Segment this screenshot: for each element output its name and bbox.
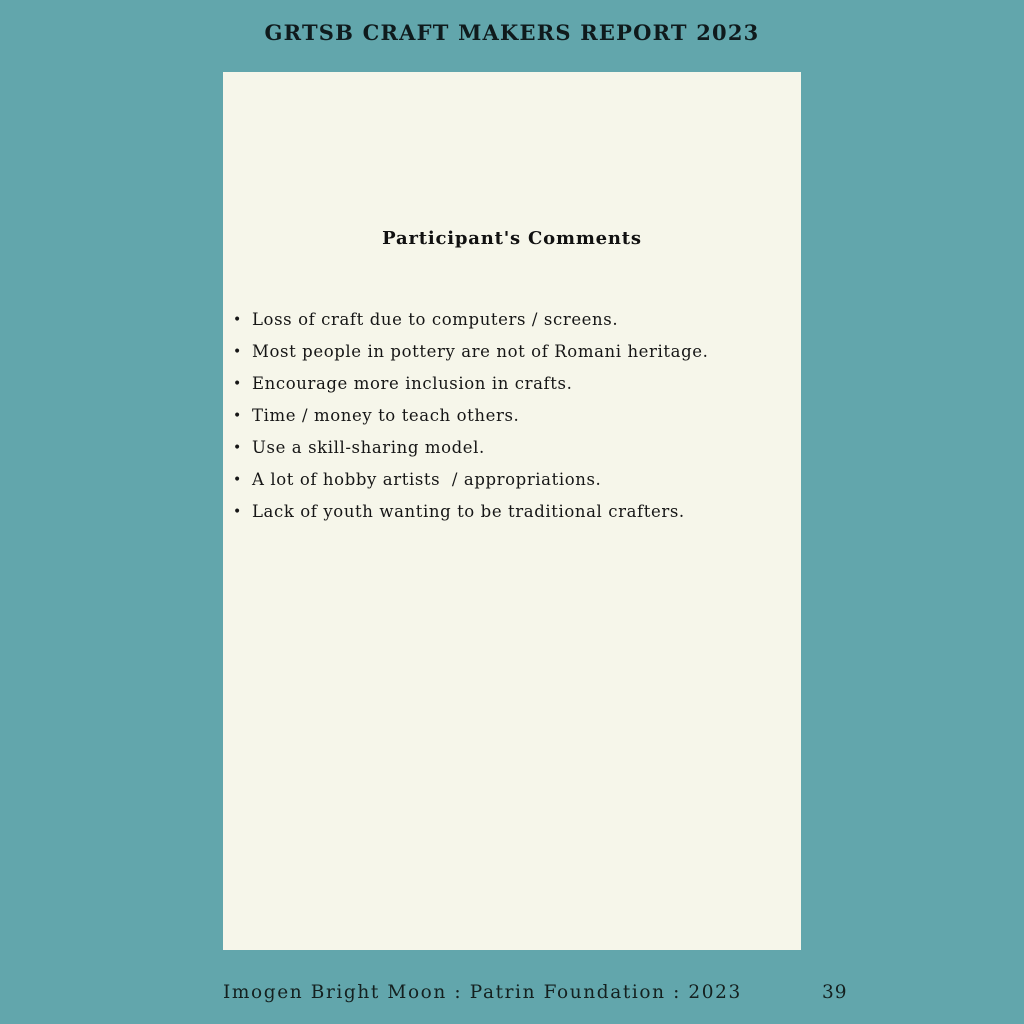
list-item [233,468,793,500]
comment-text: Use a skill-sharing model. [252,438,485,457]
bullet-dot-icon: • [233,408,242,424]
bullet-dot-icon: • [233,440,242,456]
comment-text: Lack of youth wanting to be traditional crafters. [252,502,685,521]
bullet-dot-icon: • [233,376,242,392]
list-item [233,308,793,340]
comment-text: Loss of craft due to computers / screens. [252,310,619,329]
comment-text: Time / money to teach others. [252,406,520,425]
bullet-dot-icon: • [233,344,242,360]
footer-credit: Imogen Bright Moon : Patrin Foundation : 2023 [223,982,742,1003]
comment-text: A lot of hobby artists / appropriations. [252,470,602,489]
bullet-dot-icon: • [233,312,242,328]
section-title: Participant's Comments [382,228,642,249]
list-item [233,436,793,468]
list-item [233,372,793,404]
bullet-dot-icon: • [233,504,242,520]
list-item [233,340,793,372]
report-page [223,72,801,950]
comment-text: Most people in pottery are not of Romani heritage. [252,342,709,361]
page-number: 39 [822,982,848,1003]
list-item [233,500,793,532]
comments-list [233,308,793,532]
list-item [233,404,793,436]
comment-text: Encourage more inclusion in crafts. [252,374,573,393]
report-title: GRTSB CRAFT MAKERS REPORT 2023 [264,20,760,45]
bullet-dot-icon: • [233,472,242,488]
